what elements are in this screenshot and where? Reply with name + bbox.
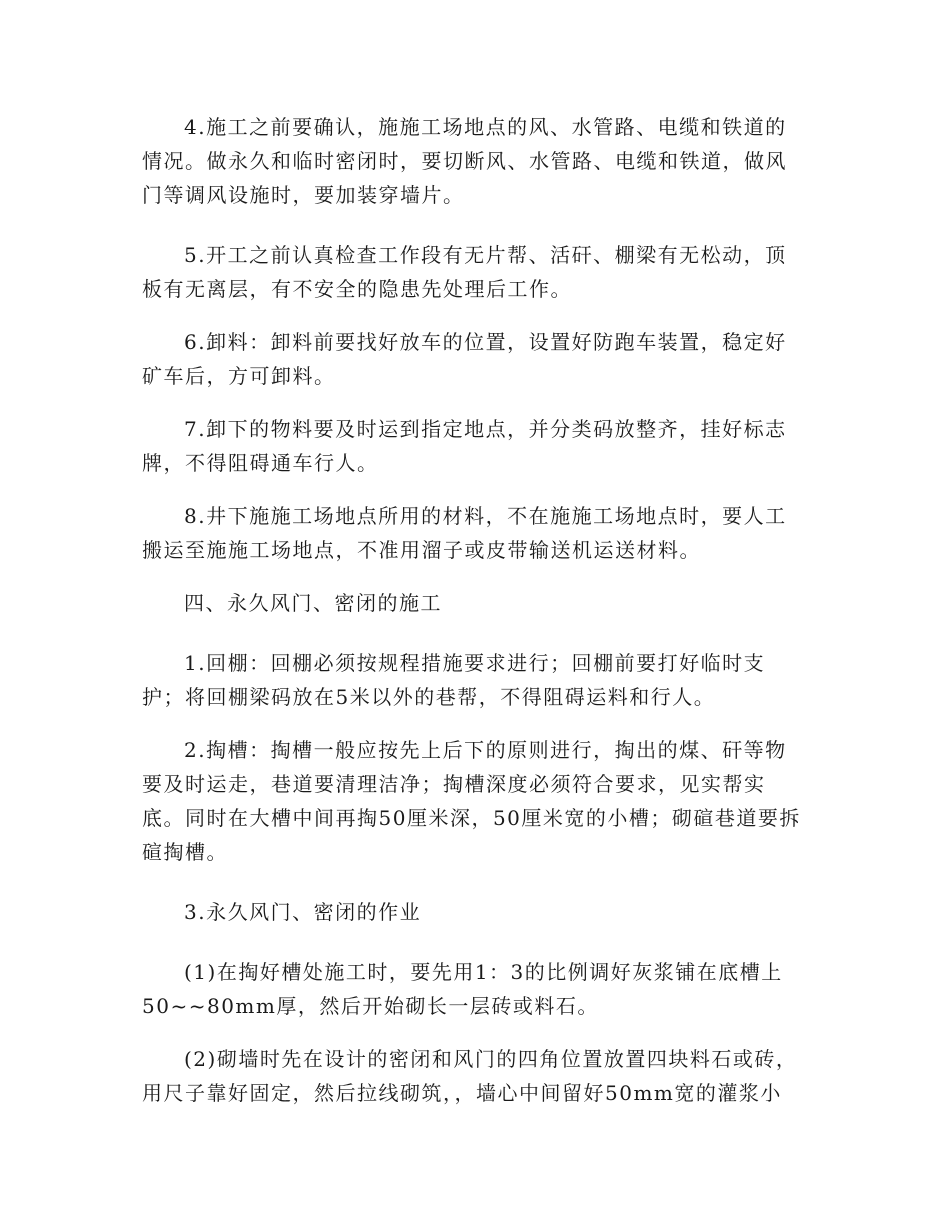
paragraph-item-5: [142, 238, 810, 306]
paragraph-item-8: [142, 499, 810, 567]
text-line: (1)在掏好槽处施工时，要先用1：3的比例调好灰浆铺在底槽上: [184, 960, 783, 984]
text-line: 碹掏槽。: [142, 840, 228, 864]
text-line: 2.掏槽：掏槽一般应按先上后下的原则进行，掏出的煤、矸等物: [184, 738, 787, 762]
paragraph-item-4: [142, 110, 810, 212]
text-line: 5.开工之前认真检查工作段有无片帮、活矸、棚梁有无松动，顶: [184, 243, 787, 267]
heading-line: 四、永久风门、密闭的施工: [184, 591, 442, 615]
text-line: 矿车后，方可卸料。: [142, 364, 336, 388]
text-line: 6.卸料：卸料前要找好放车的位置，设置好防跑车装置，稳定好: [184, 330, 787, 354]
text-line: 用尺子靠好固定，然后拉线砌筑，，墙心中间留好50mm宽的灌浆小: [142, 1081, 782, 1105]
paragraph-item-7: [142, 412, 810, 480]
text-line: 50~~80mm厚，然后开始砌长一层砖或料石。: [142, 994, 599, 1018]
paragraph-item-1: [142, 646, 810, 714]
text-line: 门等调风设施时，要加装穿墙片。: [142, 183, 465, 207]
paragraph-item-6: [142, 325, 810, 393]
text-line: 底。同时在大槽中间再掏50厘米深，50厘米宽的小槽；砌碹巷道要拆: [142, 806, 801, 830]
text-line: 7.卸下的物料要及时运到指定地点，并分类码放整齐，挂好标志: [184, 417, 787, 441]
text-line: 4.施工之前要确认，施施工场地点的风、水管路、电缆和铁道的: [184, 115, 787, 139]
text-line: (2)砌墙时先在设计的密闭和风门的四角位置放置四块料石或砖，: [184, 1047, 798, 1071]
paragraph-item-2: [142, 733, 810, 869]
text-line: 牌，不得阻碍通车行人。: [142, 451, 379, 475]
text-line: 搬运至施施工场地点，不准用溜子或皮带输送机运送材料。: [142, 538, 701, 562]
paragraph-subitem-1: [142, 955, 810, 1023]
text-line: 情况。做永久和临时密闭时，要切断风、水管路、电缆和铁道，做风: [142, 149, 787, 173]
text-line: 板有无离层，有不安全的隐患先处理后工作。: [142, 277, 572, 301]
paragraph-item-3: [142, 895, 810, 929]
text-line: 3.永久风门、密闭的作业: [184, 900, 422, 924]
section-heading: [142, 586, 810, 620]
text-line: 要及时运走，巷道要清理洁净；掏槽深度必须符合要求，见实帮实: [142, 772, 766, 796]
paragraph-subitem-2: [142, 1042, 810, 1110]
text-line: 1.回棚：回棚必须按规程措施要求进行；回棚前要打好临时支: [184, 651, 766, 675]
text-line: 护；将回棚梁码放在5米以外的巷帮，不得阻碍运料和行人。: [142, 685, 716, 709]
text-line: 8.井下施施工场地点所用的材料，不在施施工场地点时，要人工: [184, 504, 787, 528]
